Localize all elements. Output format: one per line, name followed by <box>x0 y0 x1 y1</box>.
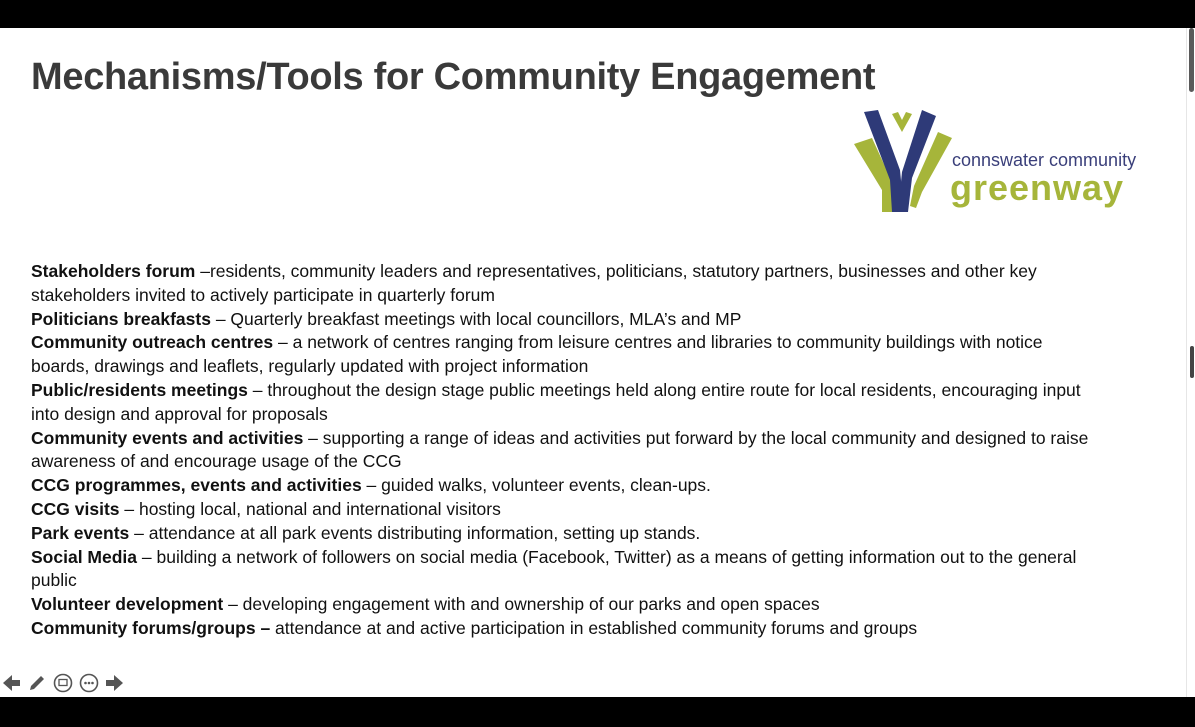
item-term: Park events <box>31 522 130 543</box>
bottom-black-bar <box>0 697 1195 727</box>
list-item <box>31 331 1091 379</box>
slides-icon <box>53 673 73 693</box>
list-item <box>31 546 1091 594</box>
item-desc: – a network of centres ranging from leisure centres and libraries to community buildings with notice boards, drawings and leaflets, regularly updated with project information <box>31 332 1043 377</box>
item-term: Social Media <box>31 546 138 567</box>
connswater-greenway-logo <box>852 108 1162 212</box>
item-term: Community forums/groups – <box>31 617 271 638</box>
list-item <box>31 427 1091 475</box>
logo-text-top: connswater community <box>952 150 1137 170</box>
item-term: CCG visits <box>31 498 120 519</box>
arrow-left-icon <box>1 673 21 693</box>
list-item <box>31 617 1091 641</box>
item-term: Volunteer development <box>31 594 224 615</box>
item-desc: – attendance at all park events distributing information, setting up stands. <box>129 522 701 543</box>
more-icon <box>79 673 99 693</box>
slide-title: Mechanisms/Tools for Community Engagement <box>31 56 876 98</box>
item-desc: – Quarterly breakfast meetings with local councillors, MLA’s and MP <box>210 308 742 329</box>
slides-view-button[interactable] <box>52 672 74 694</box>
next-slide-button[interactable] <box>104 672 126 694</box>
item-term: Stakeholders forum <box>31 261 196 281</box>
item-desc: – supporting a range of ideas and activities put forward by the local community and designed to raise awareness of and encourage usage of the CCG <box>31 427 1089 472</box>
list-item <box>31 474 1091 498</box>
item-desc: –residents, community leaders and representatives, politicians, statutory partners, businesses and other key stakeholders invited to actively participate in quarterly forum <box>31 261 1037 305</box>
item-term: Community events and activities <box>31 427 304 448</box>
engagement-list <box>31 260 1091 641</box>
top-black-bar <box>0 0 1195 28</box>
item-desc: – hosting local, national and international visitors <box>119 498 501 519</box>
list-item <box>31 260 1091 308</box>
pen-icon <box>27 673 47 693</box>
item-term: Politicians breakfasts <box>31 308 211 329</box>
item-desc: – developing engagement with and ownership of our parks and open spaces <box>223 594 820 615</box>
pen-tool-button[interactable] <box>26 672 48 694</box>
list-item <box>31 498 1091 522</box>
item-desc: – guided walks, volunteer events, clean-ups. <box>361 475 711 496</box>
logo-text-main: greenway <box>950 167 1125 208</box>
slide <box>0 28 1195 697</box>
item-term: CCG programmes, events and activities <box>31 475 362 496</box>
greenway-y-mark-icon <box>852 108 952 212</box>
previous-slide-button[interactable] <box>0 672 22 694</box>
scrollbar-thumb[interactable] <box>1189 28 1194 92</box>
list-item <box>31 593 1091 617</box>
list-item <box>31 379 1091 427</box>
item-desc: – throughout the design stage public meetings held along entire route for local residents, encouraging input into design and approval for proposals <box>31 379 1081 424</box>
item-desc: – building a network of followers on social media (Facebook, Twitter) as a means of getting information out to the general public <box>31 546 1077 591</box>
item-term: Community outreach centres <box>31 332 274 353</box>
more-options-button[interactable] <box>78 672 100 694</box>
list-item <box>31 522 1091 546</box>
list-item <box>31 308 1091 332</box>
item-term: Public/residents meetings <box>31 379 248 400</box>
resize-handle[interactable] <box>1190 346 1194 378</box>
arrow-right-icon <box>105 673 125 693</box>
presentation-controls <box>0 671 126 695</box>
item-desc: attendance at and active participation in established community forums and groups <box>270 617 918 638</box>
